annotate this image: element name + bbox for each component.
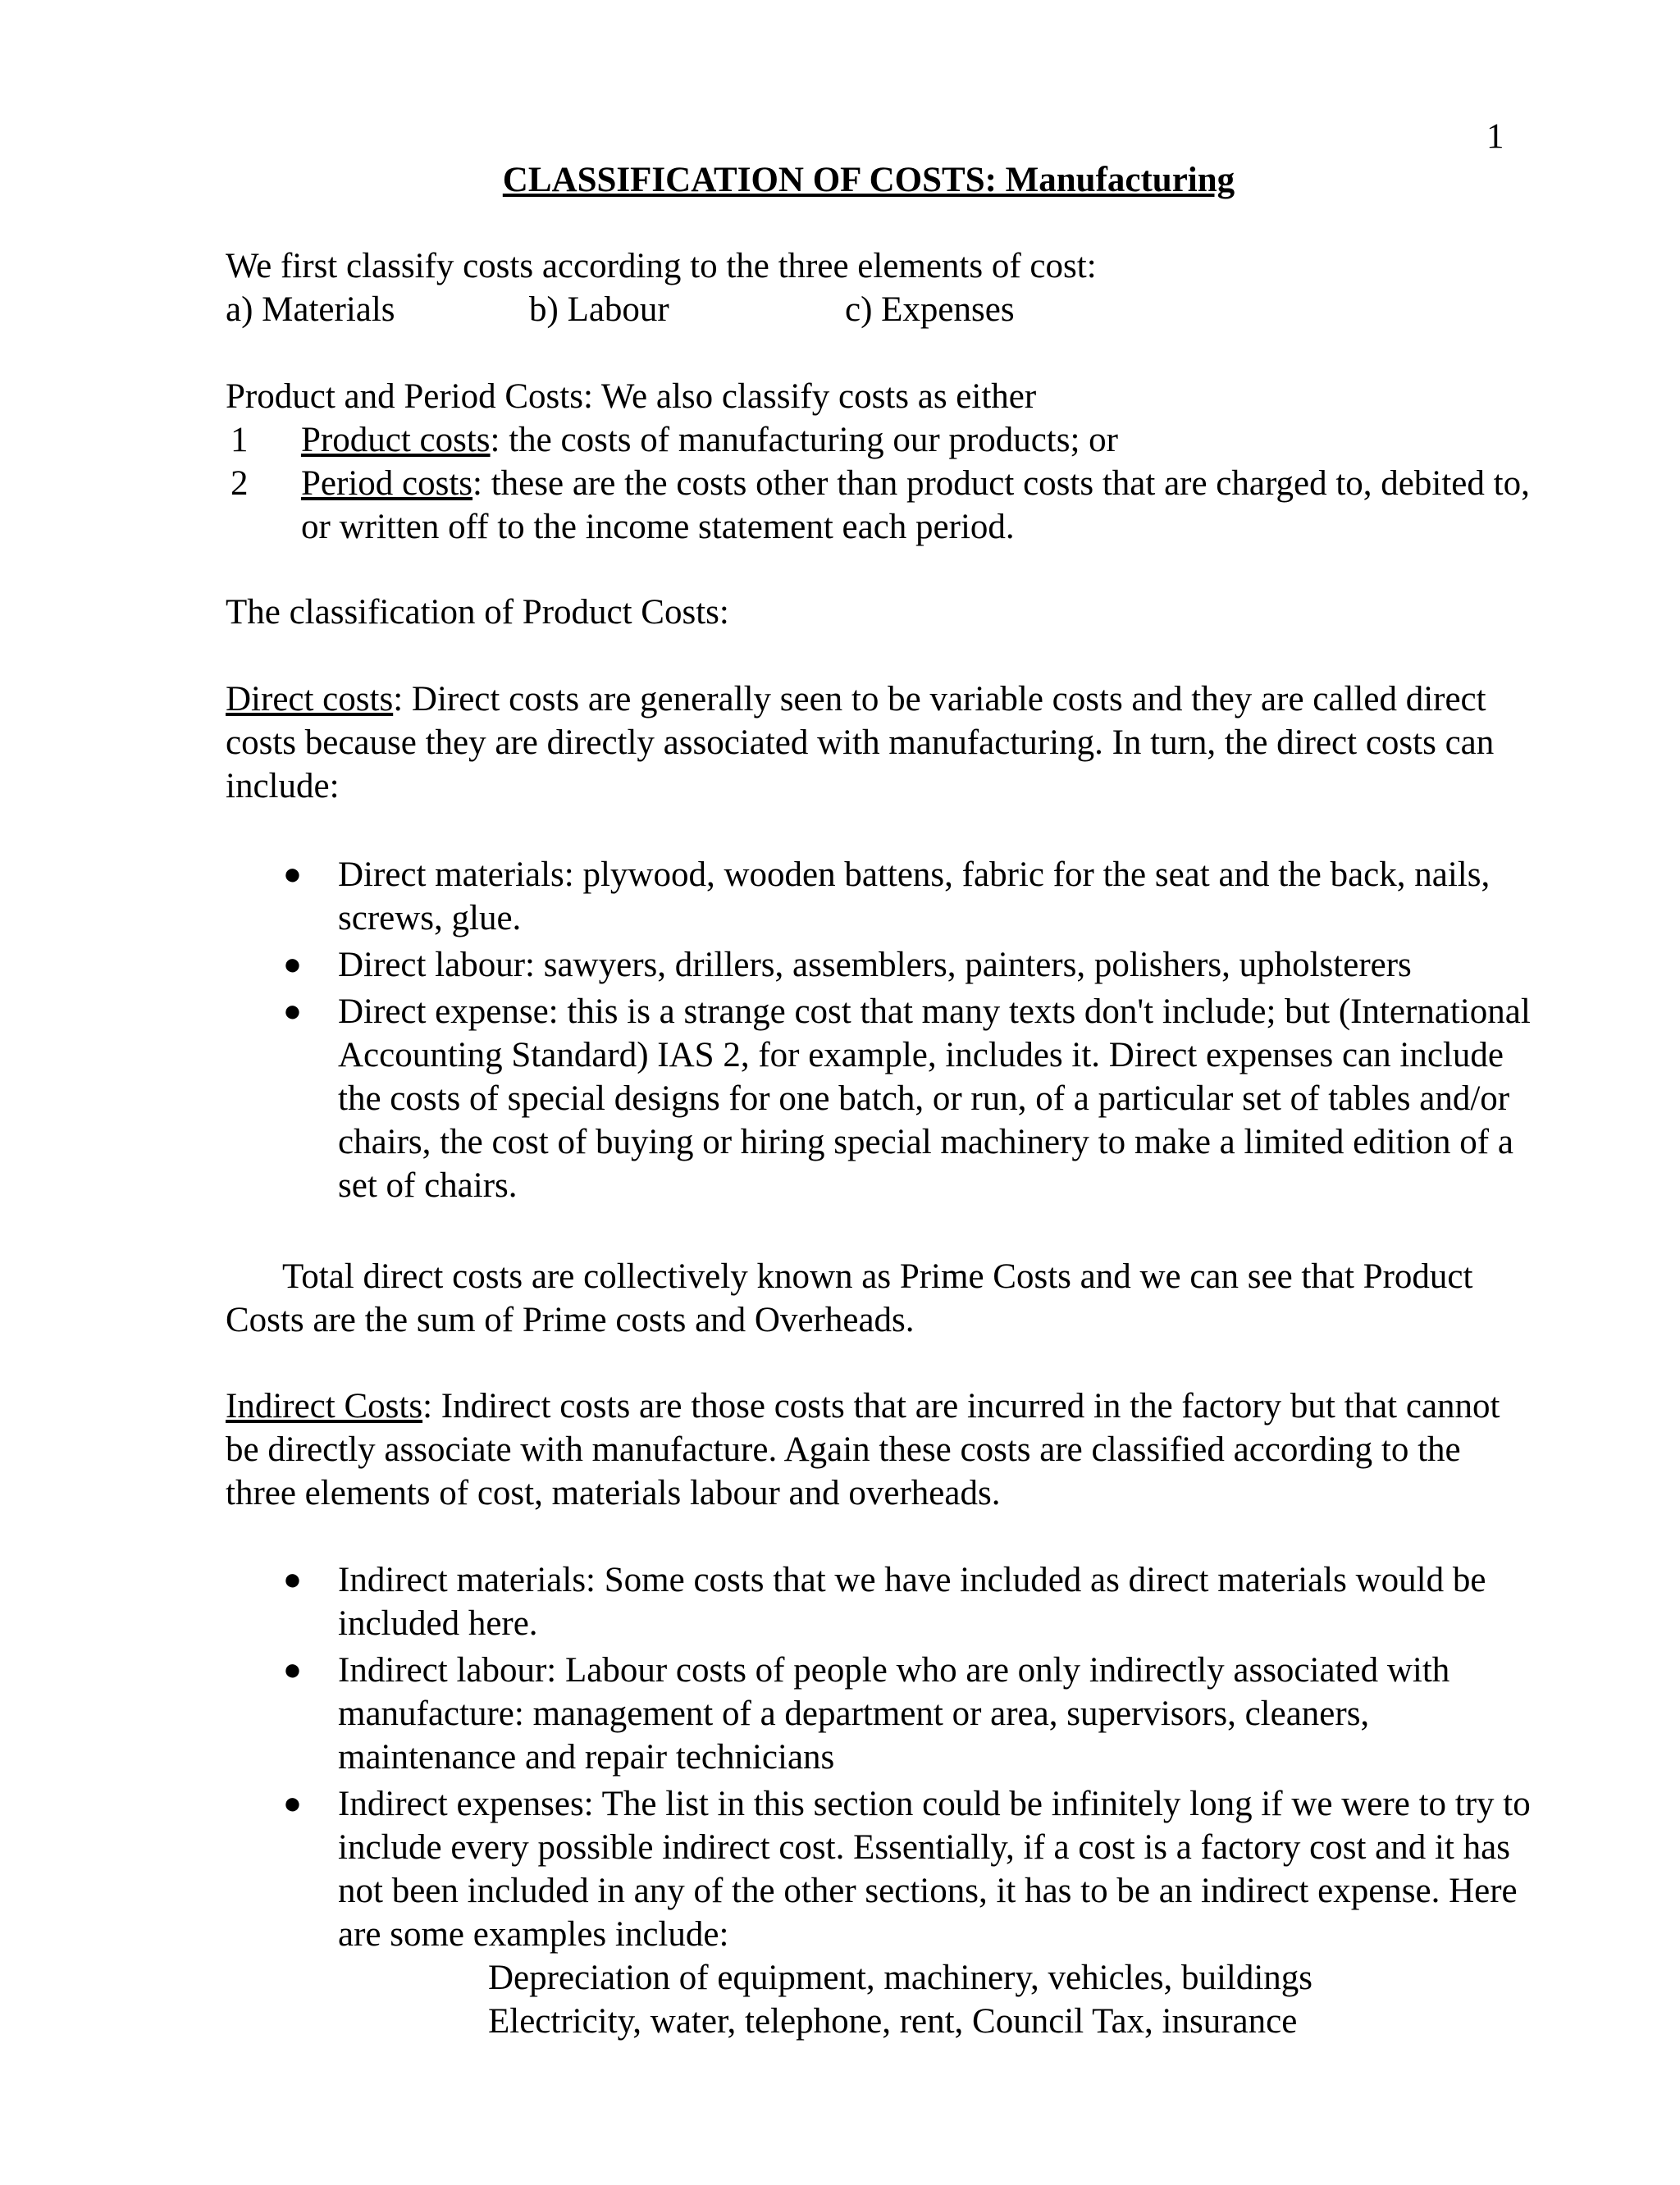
list-item — [226, 1649, 1538, 1779]
element-materials: a) Materials — [226, 290, 395, 329]
list-item — [226, 1782, 1538, 1956]
example-line: Electricity, water, telephone, rent, Council Tax, insurance — [488, 2002, 1298, 2041]
page-number: 1 — [1486, 117, 1504, 156]
list-item — [226, 853, 1538, 940]
element-labour: b) Labour — [529, 290, 669, 329]
product-costs-text: : the costs of manufacturing our products; or — [490, 421, 1118, 459]
prime-costs-section — [226, 1255, 1538, 1342]
example-line: Depreciation of equipment, machinery, vehicles, buildings — [488, 1959, 1313, 1997]
bullet-icon: ● — [283, 1653, 302, 1687]
list-item — [226, 943, 1538, 987]
prime-costs-paragraph: Total direct costs are collectively known as Prime Costs and we can see that Product Costs are the sum of Prime costs and Overheads. — [226, 1257, 1473, 1339]
list-item — [226, 990, 1538, 1207]
direct-expense-text: Direct expense: this is a strange cost that many texts don't include; but (International Accounting Standard) IAS 2, for example, includes it. Direct expenses can include the costs of special designs for one batch, or run, of a particular set of tables and/or chairs, the cost of buying or hiring special machinery to make a limited edition of a set of chairs. — [338, 992, 1531, 1205]
cost-elements-row — [226, 288, 1538, 331]
product-period-section — [226, 375, 1538, 549]
indirect-expenses-text: Indirect expenses: The list in this section could be infinitely long if we were to try to include every possible indirect cost. Essentially, if a cost is a factory cost and it has not been included in any of the other sections, it has to be an indirect expense. Here are some examples include: — [338, 1785, 1531, 1954]
indirect-labour-text: Indirect labour: Labour costs of people who are only indirectly associated with manufacture: management of a department or area, supervisors, cleaners, maintenance and repair technicians — [338, 1651, 1450, 1777]
bullet-icon: ● — [283, 1786, 302, 1821]
list-item — [226, 418, 1538, 462]
list-number: 1 — [231, 421, 249, 459]
product-period-lead: Product and Period Costs: We also classify costs as either — [226, 377, 1037, 416]
direct-costs-section — [226, 677, 1538, 808]
bullet-icon: ● — [283, 857, 302, 892]
product-period-list — [226, 418, 1538, 549]
indirect-costs-list — [226, 1558, 1538, 1956]
indirect-costs-term: Indirect Costs — [226, 1387, 423, 1425]
intro-section — [226, 244, 1538, 331]
direct-costs-paragraph — [226, 677, 1538, 808]
direct-labour-text: Direct labour: sawyers, drillers, assemblers, painters, polishers, upholsterers — [338, 946, 1412, 984]
indirect-examples — [226, 1956, 1538, 2043]
list-number: 2 — [231, 464, 249, 503]
intro-line: We first classify costs according to the three elements of cost: — [226, 247, 1097, 285]
indirect-costs-paragraph — [226, 1384, 1538, 1515]
page-title: CLASSIFICATION OF COSTS: Manufacturing — [502, 161, 1235, 199]
direct-costs-list — [226, 853, 1538, 1207]
bullet-icon: ● — [283, 947, 302, 982]
classification-heading: The classification of Product Costs: — [226, 593, 729, 632]
direct-costs-bullets — [226, 853, 1538, 1207]
direct-costs-term: Direct costs — [226, 680, 394, 718]
bullet-icon: ● — [283, 994, 302, 1029]
list-item — [226, 462, 1538, 549]
indirect-costs-section — [226, 1384, 1538, 1515]
element-expenses: c) Expenses — [845, 290, 1015, 329]
direct-materials-text: Direct materials: plywood, wooden battens, fabric for the seat and the back, nails, screws, glue. — [338, 855, 1491, 937]
period-costs-text: : these are the costs other than product costs that are charged to, debited to, or written off to the income statement each period. — [301, 464, 1530, 546]
period-costs-term: Period costs — [301, 464, 473, 503]
bullet-icon: ● — [283, 1562, 302, 1597]
classification-section — [226, 591, 1538, 634]
indirect-materials-text: Indirect materials: Some costs that we have included as direct materials would be included here. — [338, 1561, 1486, 1643]
indirect-costs-bullets — [226, 1558, 1538, 2043]
product-costs-term: Product costs — [301, 421, 491, 459]
indirect-costs-text: : Indirect costs are those costs that are incurred in the factory but that cannot be directly associate with manufacture. Again these costs are classified according to the three elements of cost, materials labour and overheads. — [226, 1387, 1500, 1512]
list-item — [226, 1558, 1538, 1645]
direct-costs-text: : Direct costs are generally seen to be variable costs and they are called direct costs because they are directly associated with manufacturing. In turn, the direct costs can include: — [226, 680, 1495, 805]
